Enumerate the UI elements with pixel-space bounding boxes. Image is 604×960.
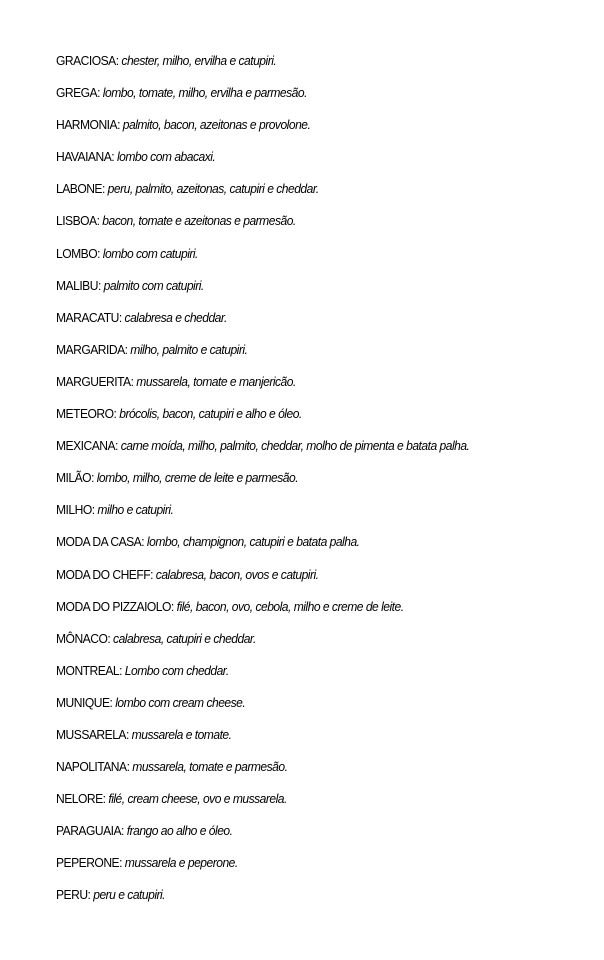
item-name: MILÃO: — [56, 470, 94, 486]
menu-item-graciosa — [56, 50, 549, 82]
menu-page — [56, 50, 586, 917]
item-name: GRACIOSA: — [56, 53, 119, 68]
menu-item-moda-do-cheff — [56, 564, 549, 596]
item-name: PEPERONE: — [56, 855, 122, 871]
item-description: mussarela e tomate. — [128, 726, 232, 742]
menu-item-milho — [56, 499, 549, 531]
item-name: PARAGUAIA: — [56, 823, 124, 839]
item-description: bacon, tomate e azeitonas e parmesão. — [99, 213, 296, 229]
item-description: calabresa e cheddar. — [121, 309, 227, 325]
item-description: carne moída, milho, palmito, cheddar, molho de pimenta e batata palha. — [117, 438, 470, 454]
item-name: MODA DO PIZZAIOLO: — [56, 598, 174, 614]
menu-item-nelore — [56, 788, 549, 820]
item-description: lombo com abacaxi. — [114, 149, 216, 165]
menu-item-mussarela — [56, 724, 549, 756]
item-name: MODA DA CASA: — [56, 534, 145, 550]
item-name: MARGARIDA: — [56, 341, 128, 357]
item-description: calabresa, catupiri e cheddar. — [110, 630, 256, 646]
item-description: chester, milho, ervilha e catupiri. — [118, 53, 277, 68]
item-description: palmito com catupiri. — [100, 277, 204, 293]
menu-item-monaco — [56, 628, 549, 660]
menu-item-grega — [56, 82, 549, 114]
item-description: lombo, milho, creme de leite e parmesão. — [93, 470, 299, 486]
item-description: lombo, tomate, milho, ervilha e parmesão. — [99, 85, 307, 101]
item-name: NELORE: — [56, 791, 106, 807]
item-description: filé, bacon, ovo, cebola, milho e creme de leite. — [173, 598, 404, 614]
item-name: NAPOLITANA: — [56, 759, 130, 775]
item-description: mussarela e peperone. — [121, 855, 238, 871]
menu-item-maracatu — [56, 307, 549, 339]
item-description: lombo com catupiri. — [99, 245, 198, 261]
item-name: MILHO: — [56, 502, 95, 518]
item-description: milho e catupiri. — [94, 502, 174, 518]
menu-item-montreal — [56, 660, 549, 692]
menu-item-munique — [56, 692, 549, 724]
menu-item-havaiana — [56, 146, 549, 178]
item-name: METEORO: — [56, 406, 117, 422]
menu-item-mexicana — [56, 435, 549, 467]
item-name: MONTREAL: — [56, 662, 122, 678]
menu-item-peru — [56, 884, 549, 916]
menu-item-meteoro — [56, 403, 549, 435]
menu-item-malibu — [56, 275, 549, 307]
item-description: mussarela, tomate e manjericão. — [133, 373, 296, 389]
item-description: Lombo com cheddar. — [121, 662, 229, 678]
menu-item-napolitana — [56, 756, 549, 788]
item-name: PERU: — [56, 887, 91, 903]
item-name: MUNIQUE: — [56, 694, 113, 710]
menu-item-lombo — [56, 243, 549, 275]
menu-item-moda-do-pizzaiolo — [56, 596, 549, 628]
item-name: LOMBO: — [56, 245, 100, 261]
item-name: HAVAIANA: — [56, 149, 115, 165]
item-name: MÔNACO: — [56, 630, 111, 646]
menu-item-marguerita — [56, 371, 549, 403]
menu-item-moda-da-casa — [56, 531, 549, 563]
item-name: MALIBU: — [56, 277, 101, 293]
menu-item-labone — [56, 178, 549, 210]
menu-item-margarida — [56, 339, 549, 371]
item-name: MEXICANA: — [56, 438, 118, 454]
item-description: lombo, champignon, catupiri e batata palha. — [144, 534, 360, 550]
item-name: HARMONIA: — [56, 117, 120, 133]
item-name: MARGUERITA: — [56, 373, 134, 389]
item-name: MODA DO CHEFF: — [56, 566, 153, 582]
item-description: peru e catupiri. — [90, 887, 166, 903]
item-description: filé, cream cheese, ovo e mussarela. — [105, 791, 287, 807]
item-description: brócolis, bacon, catupiri e alho e óleo. — [116, 406, 302, 422]
item-description: lombo com cream cheese. — [112, 694, 246, 710]
item-description: mussarela, tomate e parmesão. — [129, 759, 288, 775]
item-name: LABONE: — [56, 181, 105, 197]
menu-item-peperone — [56, 852, 549, 884]
item-name: MARACATU: — [56, 309, 122, 325]
item-description: frango ao alho e óleo. — [123, 823, 233, 839]
menu-item-harmonia — [56, 114, 549, 146]
item-description: milho, palmito e catupiri. — [127, 341, 248, 357]
item-name: GREGA: — [56, 85, 100, 101]
menu-item-milao — [56, 467, 549, 499]
item-description: peru, palmito, azeitonas, catupiri e cheddar. — [104, 181, 319, 197]
menu-item-paraguaia — [56, 820, 549, 852]
item-name: MUSSARELA: — [56, 726, 129, 742]
item-description: palmito, bacon, azeitonas e provolone. — [119, 117, 311, 133]
item-name: LISBOA: — [56, 213, 100, 229]
item-description: calabresa, bacon, ovos e catupiri. — [152, 566, 319, 582]
menu-item-lisboa — [56, 210, 549, 242]
